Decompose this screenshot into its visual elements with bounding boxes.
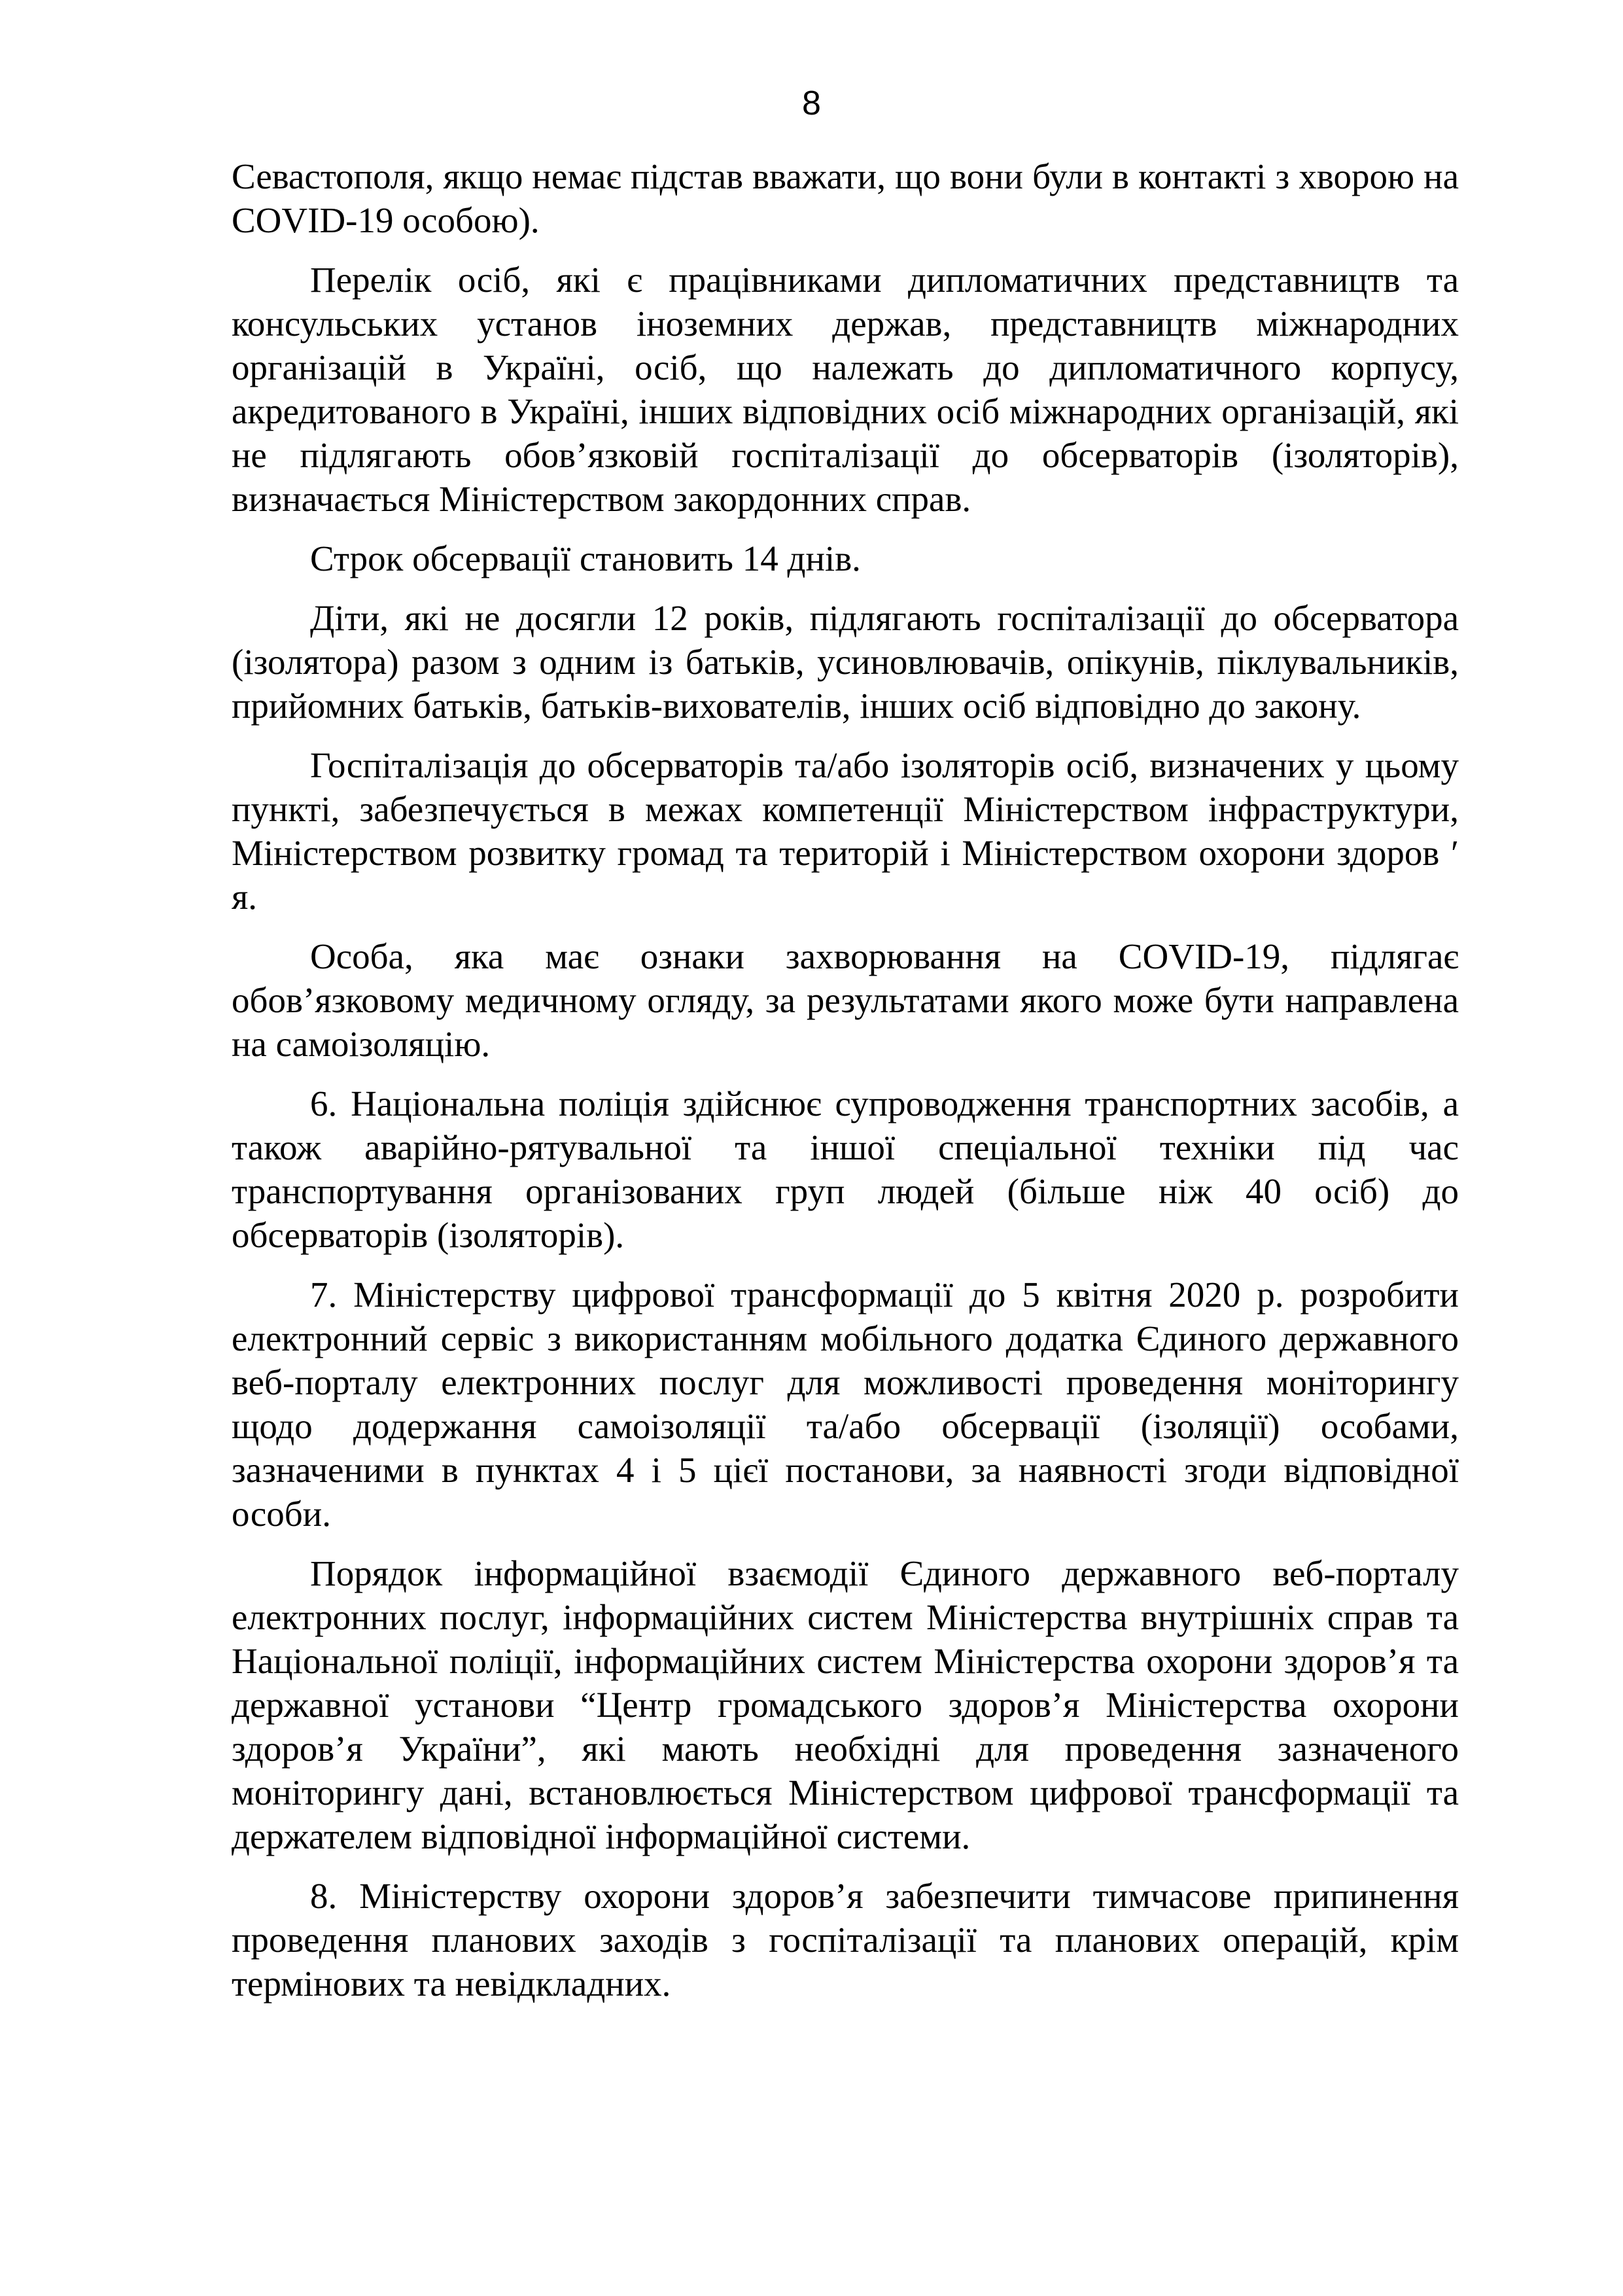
paragraph: Діти, які не досягли 12 років, підлягають госпіталізації до обсерватора (ізолятора) разом з одним із батьків, усиновлювачів, опікунів, піклувальників, прийомних батьків, батьків-вихователів, інших осіб відповідно до закону.: [232, 598, 1459, 726]
paragraph: 7. Міністерству цифрової трансформації до 5 квітня 2020 р. розробити електронний сервіс з використанням мобільного додатка Єдиного державного веб-порталу електронних послуг для можливості проведення моніторингу щодо додержання самоізоляції та/або обсервації (ізоляції) особами, зазначеними в пунктах 4 і 5 цієї постанови, за наявності згоди відповідної особи.: [232, 1275, 1459, 1534]
paragraph: Порядок інформаційної взаємодії Єдиного державного веб-порталу електронних послуг, інформаційних систем Міністерства внутрішніх справ та Національної поліції, інформаційних систем Міністерства охорони здоров’я та державної установи “Центр громадського здоров’я Міністерства охорони здоров’я України”, які мають необхідні для проведення зазначеного моніторингу дані, встановлюється Міністерством цифрової трансформації та держателем відповідної інформаційної системи.: [232, 1553, 1459, 1856]
paragraph: Перелік осіб, які є працівниками дипломатичних представництв та консульських установ іноземних держав, представництв міжнародних організацій в Україні, осіб, що належать до дипломатичного корпусу, акредитованого в Україні, інших відповідних осіб міжнародних організацій, які не підлягають обов’язковій госпіталізації до обсерваторів (ізоляторів), визначається Міністерством закордонних справ.: [232, 260, 1459, 519]
paragraph: 8. Міністерству охорони здоров’я забезпечити тимчасове припинення проведення планових заходів з госпіталізації та планових операцій, крім термінових та невідкладних.: [232, 1876, 1459, 2004]
paragraph: Севастополя, якщо немає підстав вважати, що вони були в контакті з хворою на COVID-19 особою).: [232, 156, 1459, 240]
paragraph: Особа, яка має ознаки захворювання на COVID-19, підлягає обов’язковому медичному огляду, за результатами якого може бути направлена на самоізоляцію.: [232, 936, 1459, 1064]
document-body: [232, 154, 1459, 2021]
page-number: 8: [802, 84, 821, 122]
paragraph: Госпіталізація до обсерваторів та/або ізоляторів осіб, визначених у цьому пункті, забезпечується в межах компетенції Міністерством інфраструктури, Міністерством розвитку громад та територій і Міністерством охорони здоров ʹ я.: [232, 745, 1459, 917]
paragraph: 6. Національна поліція здійснює супроводження транспортних засобів, а також аварійно-рятувальної та іншої спеціальної техніки під час транспортування організованих груп людей (більше ніж 40 осіб) до обсерваторів (ізоляторів).: [232, 1084, 1459, 1255]
paragraph: Строк обсервації становить 14 днів.: [310, 539, 861, 578]
